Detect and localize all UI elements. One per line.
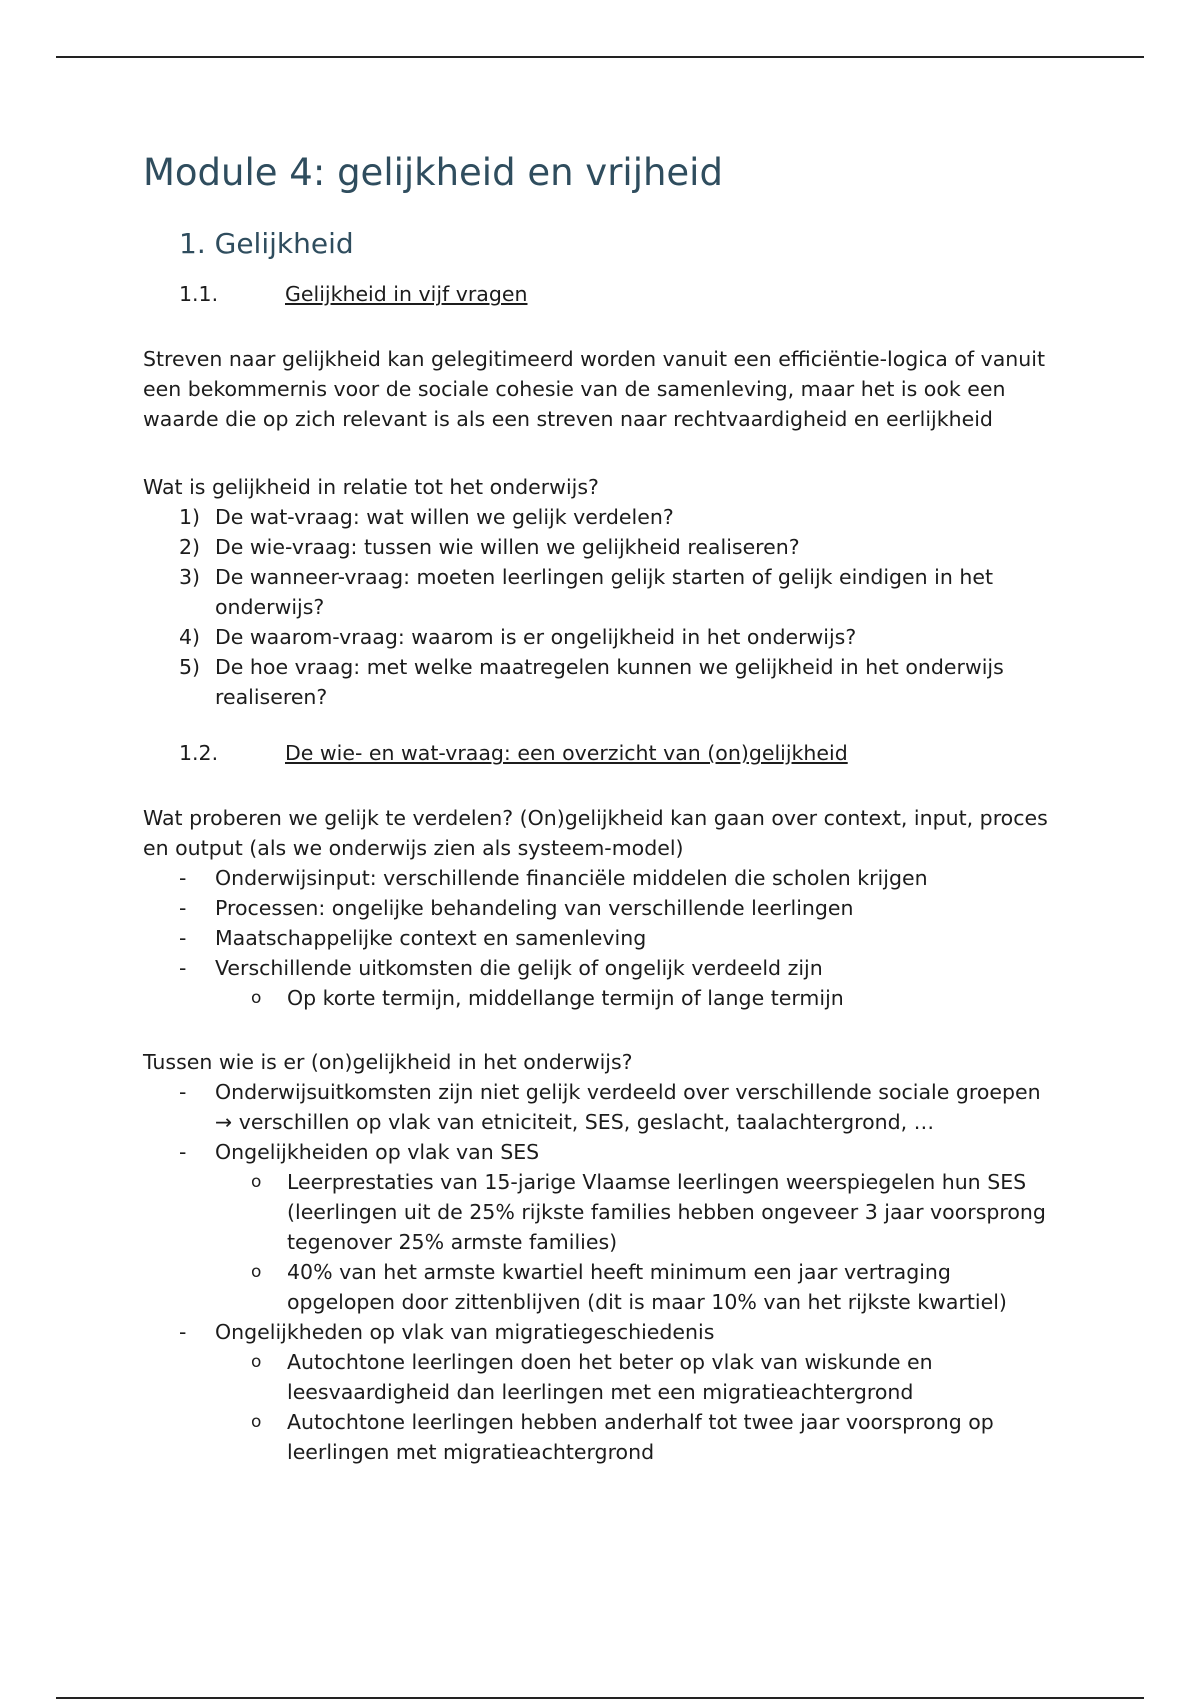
list-item: 5) De hoe vraag: met welke maatregelen kunnen we gelijkheid in het onderwijs realiseren?	[179, 654, 1004, 709]
list-item: - Processen: ongelijke behandeling van verschillende leerlingen	[179, 895, 854, 920]
subsection-number: 1.1.	[179, 282, 219, 307]
subsection-number: 1.2.	[179, 740, 219, 765]
list-item: o Autochtone leerlingen hebben anderhalf tot twee jaar voorsprong op leerlingen met migratieachtergrond	[251, 1409, 994, 1464]
header-rule	[56, 56, 1144, 58]
subsection-heading-1-1	[179, 281, 1063, 308]
subsection-heading-1-2	[179, 740, 1063, 767]
sub-list	[143, 983, 1063, 1013]
wie-list	[143, 1077, 1063, 1467]
wat-intro: Wat proberen we gelijk te verdelen? (On)gelijkheid kan gaan over context, input, proces en output (als we onderwijs zien als systeem-model)	[143, 805, 1048, 860]
list-item: o Autochtone leerlingen doen het beter op vlak van wiskunde en leesvaardigheid dan leerlingen met een migratieachtergrond	[251, 1349, 933, 1404]
list-item: o Op korte termijn, middellange termijn of lange termijn	[251, 985, 844, 1010]
questions-intro: Wat is gelijkheid in relatie tot het onderwijs?	[143, 474, 599, 499]
sub-list	[143, 1167, 1063, 1317]
list-item: - Ongelijkheiden op vlak van SES o Leerprestaties van 15-jarige Vlaamse leerlingen weerspiegelen hun SES (leerlingen uit de 25% rijkste families hebben ongeveer 3 jaar voorsprong tegenover 25% armste families) o 40% van het armste kwartiel heeft minimum een jaar vertraging opgelopen door zittenblijven (dit is maar 10% van het rijkste kwartiel)	[143, 1137, 1063, 1317]
list-item: 2) De wie-vraag: tussen wie willen we gelijkheid realiseren?	[179, 534, 800, 559]
list-item: - Ongelijkheden op vlak van migratiegeschiedenis o Autochtone leerlingen doen het beter op vlak van wiskunde en leesvaardigheid dan leerlingen met een migratieachtergrond o Autochtone leerlingen hebben anderhalf tot twee jaar voorsprong op leerlingen met migratieachtergrond	[143, 1317, 1063, 1467]
wie-intro: Tussen wie is er (on)gelijkheid in het onderwijs?	[143, 1049, 633, 1074]
list-item: o 40% van het armste kwartiel heeft minimum een jaar vertraging opgelopen door zittenblijven (dit is maar 10% van het rijkste kwartiel)	[251, 1259, 1007, 1314]
footer-rule	[56, 1697, 1144, 1699]
list-item: - Maatschappelijke context en samenleving	[179, 925, 647, 950]
paragraph: Streven naar gelijkheid kan gelegitimeerd worden vanuit een efficiëntie-logica of vanuit een bekommernis voor de sociale cohesie van de samenleving, maar het is ook een waarde die op zich relevant is als een streven naar rechtvaardigheid en eerlijkheid	[143, 346, 1046, 431]
sub-list	[143, 1347, 1063, 1467]
section-heading: 1. Gelijkheid	[179, 227, 354, 261]
wat-list	[143, 863, 1063, 1013]
list-item: - Onderwijsinput: verschillende financiële middelen die scholen krijgen	[179, 865, 928, 890]
list-item: 4) De waarom-vraag: waarom is er ongelijkheid in het onderwijs?	[179, 624, 857, 649]
list-item: o Leerprestaties van 15-jarige Vlaamse leerlingen weerspiegelen hun SES (leerlingen uit de 25% rijkste families hebben ongeveer 3 jaar voorsprong tegenover 25% armste families)	[251, 1169, 1046, 1254]
list-item: 3) De wanneer-vraag: moeten leerlingen gelijk starten of gelijk eindigen in het onderwijs?	[179, 564, 994, 619]
document-body	[143, 150, 1063, 1467]
subsection-title: Gelijkheid in vijf vragen	[285, 282, 528, 307]
list-item: - Onderwijsuitkomsten zijn niet gelijk verdeeld over verschillende sociale groepen → verschillen op vlak van etniciteit, SES, geslacht, taalachtergrond, …	[179, 1079, 1041, 1134]
page-title: Module 4: gelijkheid en vrijheid	[143, 151, 723, 194]
subsection-title: De wie- en wat-vraag: een overzicht van (on)gelijkheid	[285, 740, 848, 765]
list-item: - Verschillende uitkomsten die gelijk of ongelijk verdeeld zijn o Op korte termijn, middellange termijn of lange termijn	[143, 953, 1063, 1013]
list-item: 1) De wat-vraag: wat willen we gelijk verdelen?	[179, 504, 674, 529]
questions-list	[143, 502, 1063, 712]
